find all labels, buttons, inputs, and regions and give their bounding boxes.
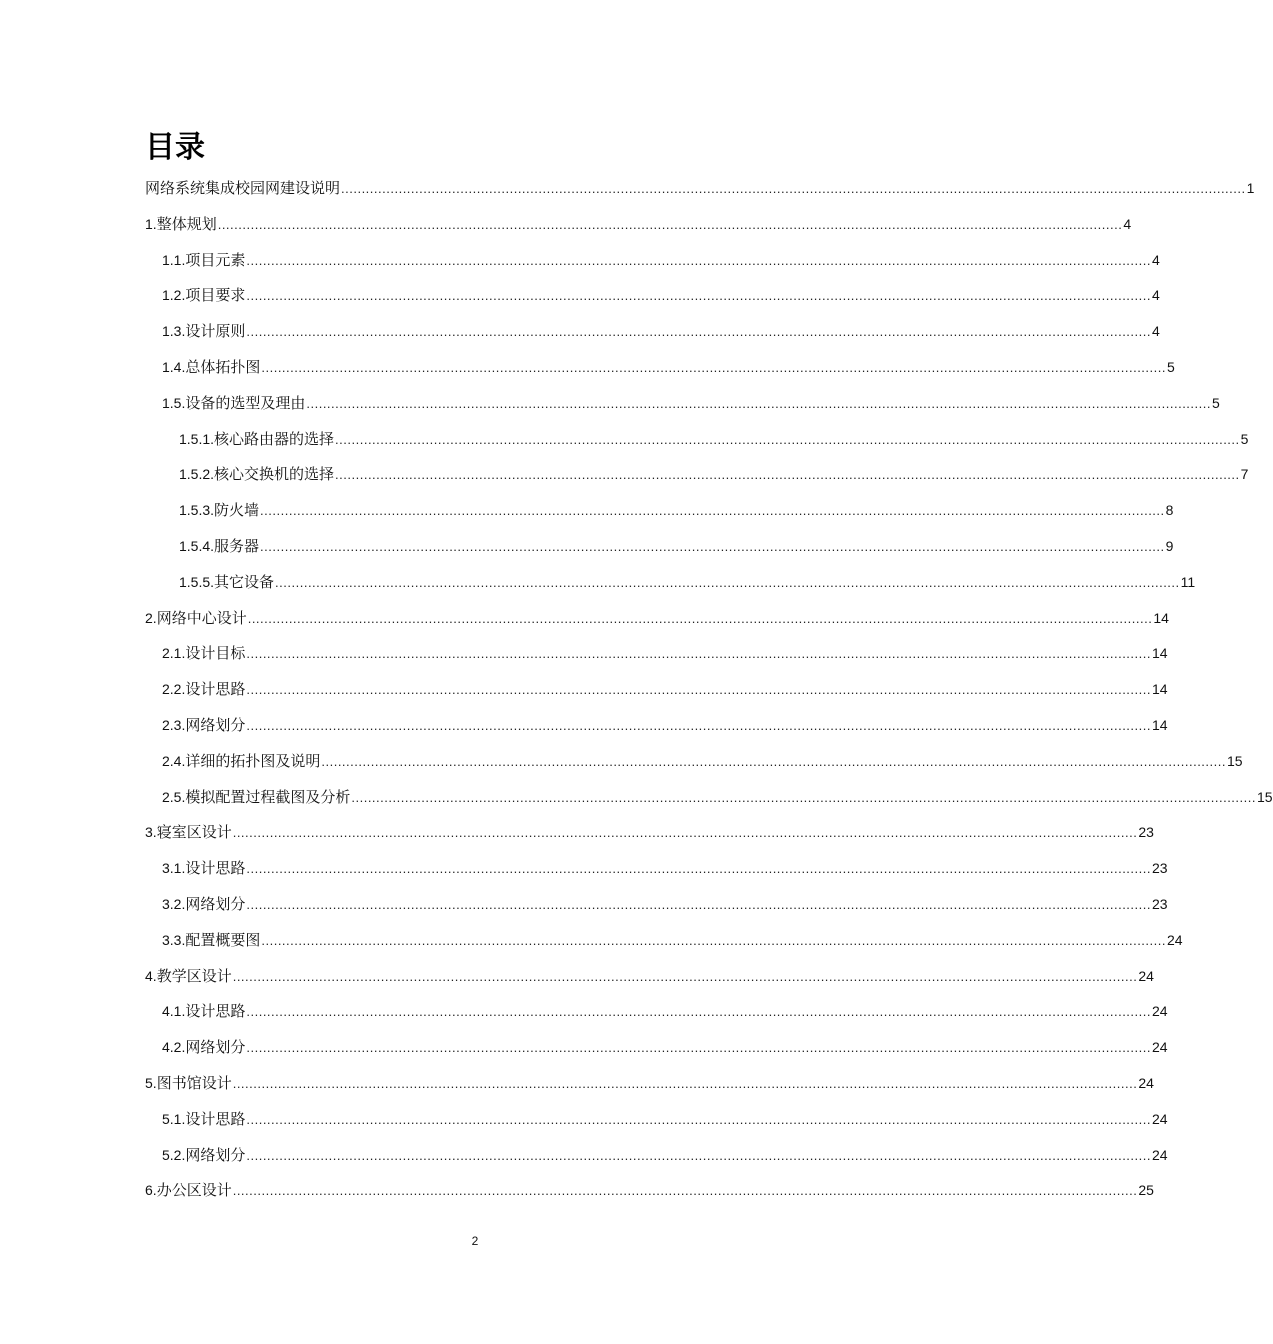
toc-entry-title[interactable]: 配置概要图 [185, 930, 261, 949]
dot-leader: ............................................................................................................................................................................................................................ [246, 1004, 1151, 1020]
toc-entry[interactable] [145, 535, 1174, 571]
dot-leader: ............................................................................................................................................................................................................................ [246, 324, 1151, 340]
toc-entry[interactable] [145, 929, 1183, 965]
dot-leader: ............................................................................................................................................................................................................................ [246, 1111, 1151, 1127]
toc-entry[interactable] [145, 284, 1160, 320]
toc-entry-number: 6. [145, 1182, 157, 1199]
dot-leader: ............................................................................................................................................................................................................................ [232, 1075, 1138, 1091]
toc-entry-page[interactable]: 24 [1151, 1110, 1168, 1127]
toc-entry-page[interactable]: 11 [1180, 573, 1196, 590]
toc-entry-page[interactable]: 24 [1151, 1039, 1168, 1056]
toc-entry-title[interactable]: 网络划分 [185, 1145, 246, 1164]
toc-entry-page[interactable]: 5 [1211, 394, 1220, 411]
toc-entry-title[interactable]: 防火墙 [214, 501, 260, 520]
dot-leader: ............................................................................................................................................................................................................................ [246, 896, 1151, 912]
toc-entry-number: 1.5.3. [179, 502, 215, 519]
toc-entry-number: 4.2. [162, 1039, 186, 1056]
toc-entry-page[interactable]: 14 [1151, 716, 1168, 733]
toc-entry[interactable] [145, 571, 1196, 607]
toc-entry[interactable] [145, 714, 1168, 750]
toc-entry-number: 2.4. [162, 752, 186, 769]
dot-leader: ............................................................................................................................................................................................................................ [275, 574, 1180, 590]
dot-leader: ............................................................................................................................................................................................................................ [351, 789, 1256, 805]
toc-entry-page[interactable]: 23 [1151, 895, 1168, 912]
footer-page-number: 2 [471, 1234, 479, 1248]
toc-entry-page[interactable]: 8 [1165, 502, 1174, 519]
toc-entry-title[interactable]: 其它设备 [214, 572, 275, 591]
dot-leader: ............................................................................................................................................................................................................................ [335, 431, 1240, 447]
dot-leader: ............................................................................................................................................................................................................................ [246, 717, 1151, 733]
toc-entry[interactable] [145, 392, 1220, 428]
toc-entry[interactable] [145, 893, 1168, 929]
dot-leader: ............................................................................................................................................................................................................................ [261, 932, 1166, 948]
toc-entry-page[interactable]: 14 [1153, 609, 1169, 626]
toc-entry[interactable] [145, 1179, 1154, 1215]
dot-leader: ............................................................................................................................................................................................................................ [341, 181, 1246, 196]
toc-entry[interactable] [145, 1036, 1168, 1072]
toc-entry-page[interactable]: 15 [1226, 752, 1243, 769]
toc-entry-page[interactable]: 15 [1256, 788, 1273, 805]
toc-entry[interactable] [145, 1000, 1168, 1036]
toc-entry-page[interactable]: 23 [1138, 824, 1154, 841]
dot-leader: ............................................................................................................................................................................................................................ [246, 1040, 1151, 1056]
toc-entry-title[interactable]: 图书馆设计 [156, 1073, 232, 1092]
toc-entry-page[interactable]: 5 [1166, 358, 1175, 375]
toc-entry-number: 1.3. [162, 323, 186, 340]
toc-entry[interactable] [145, 1144, 1168, 1180]
dot-leader: ............................................................................................................................................................................................................................ [246, 252, 1151, 268]
dot-leader: ............................................................................................................................................................................................................................ [232, 1183, 1138, 1199]
toc-entry-number: 1.5.5. [179, 573, 215, 590]
toc-entry-number: 4. [145, 967, 157, 984]
toc-entry-number: 5. [145, 1074, 157, 1091]
dot-leader: ............................................................................................................................................................................................................................ [246, 861, 1151, 877]
toc-entry-page[interactable]: 24 [1138, 967, 1154, 984]
toc-entry-title[interactable]: 设计思路 [185, 1002, 246, 1021]
toc-entry[interactable] [145, 177, 1255, 213]
toc-entry-page[interactable]: 24 [1138, 1074, 1154, 1091]
toc-entry[interactable] [145, 356, 1175, 392]
toc-entry-page[interactable]: 5 [1240, 430, 1249, 447]
dot-leader: ............................................................................................................................................................................................................................ [246, 682, 1151, 698]
toc-entry[interactable] [145, 1108, 1168, 1144]
toc-entry[interactable] [145, 607, 1169, 643]
toc-entry-page[interactable]: 24 [1151, 1003, 1168, 1020]
toc-entry-title[interactable]: 网络划分 [185, 1038, 246, 1057]
toc-entry-page[interactable]: 7 [1240, 466, 1249, 483]
dot-leader: ............................................................................................................................................................................................................................ [246, 646, 1151, 662]
table-of-contents [145, 177, 1273, 1215]
toc-entry-title[interactable]: 总体拓扑图 [185, 357, 261, 376]
toc-entry-title[interactable]: 设计思路 [185, 859, 246, 878]
dot-leader: ............................................................................................................................................................................................................................ [232, 968, 1138, 984]
dot-leader: ............................................................................................................................................................................................................................ [261, 359, 1166, 375]
toc-entry-title[interactable]: 核心路由器的选择 [214, 429, 335, 448]
dot-leader: ............................................................................................................................................................................................................................ [246, 288, 1151, 304]
toc-entry-title[interactable]: 设备的选型及理由 [185, 393, 306, 412]
toc-entry-number: 1. [145, 215, 157, 232]
toc-entry-title[interactable]: 整体规划 [156, 214, 217, 233]
toc-entry-page[interactable]: 24 [1151, 1146, 1168, 1163]
toc-entry-title[interactable]: 教学区设计 [156, 966, 232, 985]
toc-entry-title[interactable]: 项目元素 [185, 250, 246, 269]
toc-entry-title[interactable]: 设计原则 [185, 322, 246, 341]
toc-entry-number: 1.5. [162, 394, 186, 411]
toc-entry-page[interactable]: 1 [1246, 180, 1255, 196]
toc-entry[interactable] [145, 320, 1160, 356]
toc-entry-title[interactable]: 设计思路 [185, 1109, 246, 1128]
dot-leader: ............................................................................................................................................................................................................................ [306, 395, 1211, 411]
toc-entry-number: 2.1. [162, 645, 186, 662]
toc-entry-number: 1.5.2. [179, 466, 215, 483]
toc-entry-page[interactable]: 4 [1151, 251, 1160, 268]
toc-entry-page[interactable]: 9 [1165, 537, 1174, 554]
toc-entry-number: 1.4. [162, 358, 186, 375]
toc-entry-number: 2.2. [162, 681, 186, 698]
toc-entry-page[interactable]: 14 [1151, 681, 1168, 698]
toc-entry[interactable] [145, 1072, 1154, 1108]
toc-entry-number: 3. [145, 824, 157, 841]
toc-entry-number: 1.1. [162, 251, 186, 268]
dot-leader: ............................................................................................................................................................................................................................ [260, 503, 1165, 519]
toc-entry-number: 2.5. [162, 788, 186, 805]
toc-entry[interactable] [145, 213, 1132, 249]
dot-leader: ............................................................................................................................................................................................................................ [246, 1147, 1151, 1163]
toc-entry-title[interactable]: 设计目标 [185, 644, 246, 663]
toc-entry-title[interactable]: 网络划分 [185, 894, 246, 913]
toc-entry-title[interactable]: 办公区设计 [156, 1181, 232, 1200]
toc-entry-number: 2.3. [162, 716, 186, 733]
toc-entry[interactable] [145, 642, 1168, 678]
toc-entry-title[interactable]: 网络系统集成校园网建设说明 [145, 179, 341, 197]
toc-entry-title[interactable]: 核心交换机的选择 [214, 465, 335, 484]
toc-entry-title[interactable]: 服务器 [214, 536, 260, 555]
dot-leader: ............................................................................................................................................................................................................................ [232, 825, 1138, 841]
dot-leader: ............................................................................................................................................................................................................................ [260, 538, 1165, 554]
toc-entry-number: 4.1. [162, 1003, 186, 1020]
toc-entry-title[interactable]: 寝室区设计 [156, 823, 232, 842]
toc-entry-page[interactable]: 23 [1151, 860, 1168, 877]
toc-entry[interactable] [145, 463, 1249, 499]
toc-entry-number: 3.1. [162, 860, 186, 877]
toc-entry-title[interactable]: 项目要求 [185, 286, 246, 305]
toc-entry-page[interactable]: 4 [1123, 215, 1132, 232]
dot-leader: ............................................................................................................................................................................................................................ [217, 216, 1123, 232]
toc-entry-page[interactable]: 25 [1138, 1182, 1154, 1199]
toc-entry-number: 3.2. [162, 895, 186, 912]
toc-entry-number: 1.2. [162, 287, 186, 304]
toc-heading: 目录 [145, 130, 205, 165]
toc-entry-number: 5.2. [162, 1146, 186, 1163]
toc-entry-page[interactable]: 4 [1151, 287, 1160, 304]
toc-entry-title[interactable]: 网络中心设计 [156, 608, 247, 627]
toc-entry[interactable] [145, 249, 1160, 285]
toc-entry[interactable] [145, 678, 1168, 714]
toc-entry-number: 1.5.1. [179, 430, 215, 447]
toc-entry[interactable] [145, 499, 1174, 535]
toc-entry[interactable] [145, 750, 1243, 786]
toc-entry-page[interactable]: 4 [1151, 323, 1160, 340]
toc-entry-number: 5.1. [162, 1110, 186, 1127]
toc-entry[interactable] [145, 821, 1154, 857]
dot-leader: ............................................................................................................................................................................................................................ [247, 610, 1153, 626]
dot-leader: ............................................................................................................................................................................................................................ [335, 467, 1240, 483]
toc-entry-title[interactable]: 网络划分 [185, 715, 246, 734]
toc-entry[interactable] [145, 428, 1249, 464]
toc-entry-page[interactable]: 14 [1151, 645, 1168, 662]
toc-entry[interactable] [145, 857, 1168, 893]
toc-entry-number: 3.3. [162, 931, 186, 948]
toc-entry-number: 1.5.4. [179, 537, 215, 554]
toc-entry[interactable] [145, 786, 1273, 822]
toc-entry[interactable] [145, 965, 1154, 1001]
toc-entry-title[interactable]: 模拟配置过程截图及分析 [185, 787, 351, 806]
toc-entry-page[interactable]: 24 [1166, 931, 1183, 948]
toc-entry-number: 2. [145, 609, 157, 626]
dot-leader: ............................................................................................................................................................................................................................ [321, 753, 1226, 769]
toc-entry-title[interactable]: 设计思路 [185, 680, 246, 699]
toc-entry-title[interactable]: 详细的拓扑图及说明 [185, 751, 321, 770]
